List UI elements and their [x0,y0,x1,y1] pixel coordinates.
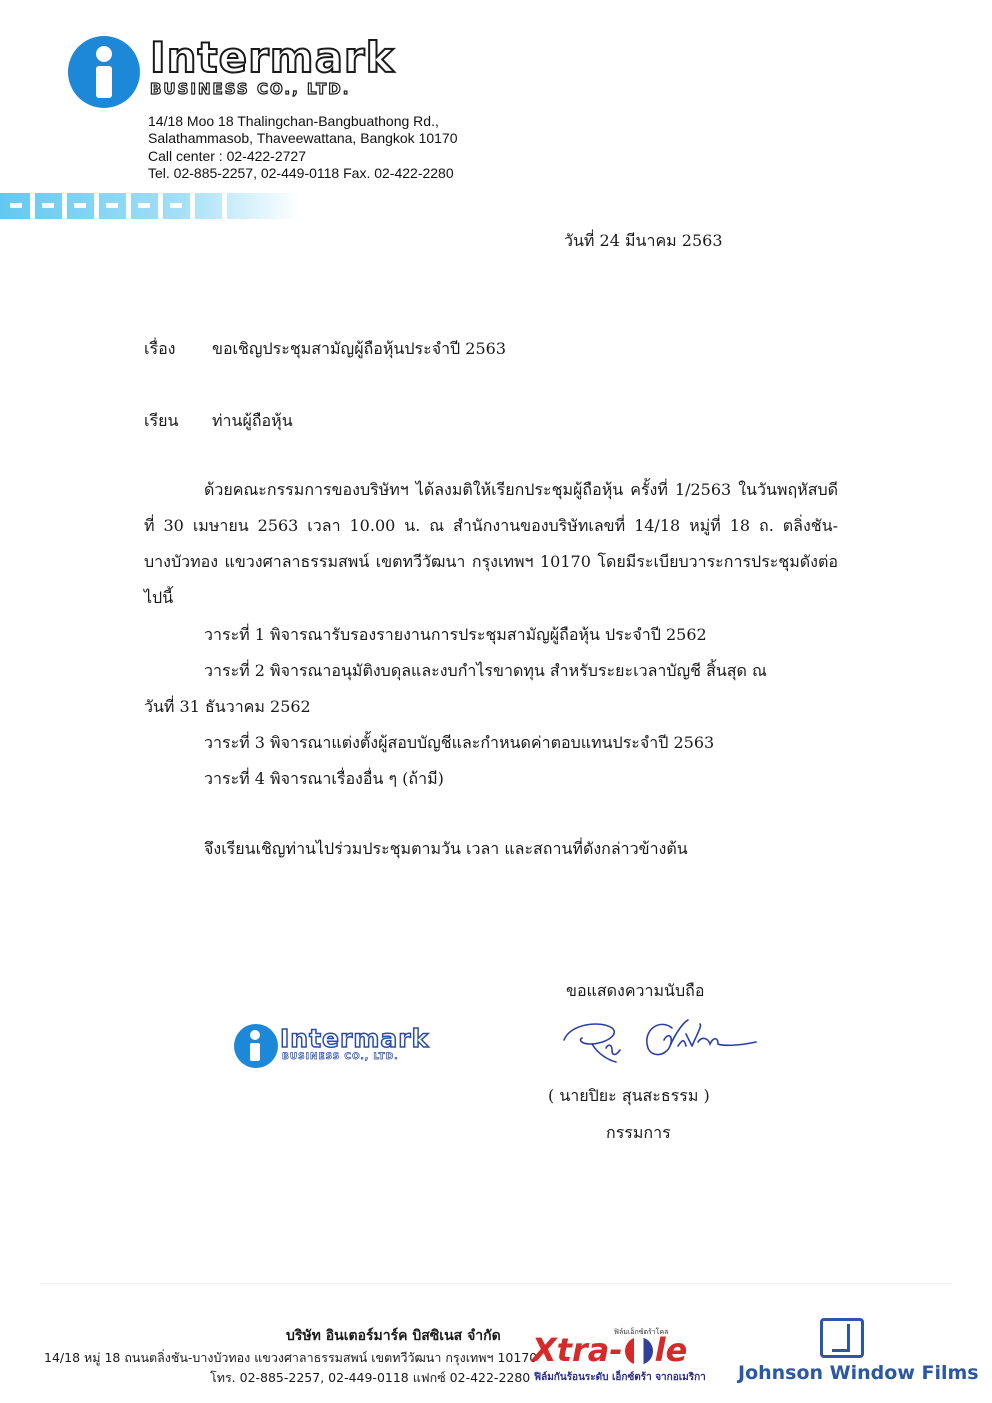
logo-i-dot [96,46,112,62]
stamp-i-bar [250,1043,260,1061]
stripe-gap [190,193,195,219]
agenda-item-1: วาระที่ 1 พิจารณารับรองรายงานการประชุมสามัญผู้ถือหุ้น ประจำปี 2562 [204,625,707,644]
stripe-gap [62,193,67,219]
xtra-cole-tag: ฟิล์มเอ็กซ์ตร้าโคล [614,1328,669,1336]
brand-name: Intermark [150,33,395,82]
agenda-item-2-continuation: วันที่ 31 ธันวาคม 2562 [144,697,311,716]
closing-text: ขอแสดงความนับถือ [566,981,705,1000]
recipient-label: เรียน [144,411,179,430]
subject-text: ขอเชิญประชุมสามัญผู้ถือหุ้นประจำปี 2563 [212,339,507,358]
address-line-1: 14/18 Moo 18 Thalingchan-Bangbuathong Rd., [148,113,439,129]
invitation-sentence: จึงเรียนเชิญท่านไปร่วมประชุมตามวัน เวลา และสถานที่ดังกล่าวข้างต้น [204,839,688,858]
stamp-brand: Intermark [280,1024,430,1053]
stamp-i-dot [250,1030,260,1040]
stripe-gap [30,193,35,219]
stripe-notch [10,203,22,208]
xtra-cole-logo [532,1330,687,1370]
stamp-subtitle: BUSINESS CO., LTD. [282,1052,399,1062]
stripe-gap [126,193,131,219]
xtra-logo-part-a: Xtra- [532,1331,623,1369]
stripe-notch [170,203,182,208]
subject-label: เรื่อง [144,339,176,358]
footer-divider [40,1283,952,1284]
agenda-item-4: วาระที่ 4 พิจารณาเรื่องอื่น ๆ (ถ้ามี) [204,769,444,788]
stripe-notch [74,203,86,208]
stripe-notch [106,203,118,208]
telephone-line: Tel. 02-885-2257, 02-449-0118 Fax. 02-422-2280 [148,165,454,181]
logo-i-bar [96,66,112,98]
callcenter-line: Call center : 02-422-2727 [148,148,306,164]
footer-company-name: บริษัท อินเตอร์มาร์ค บิสซิเนส จำกัด [286,1328,501,1344]
signer-name: ( นายปิยะ สุนสะธรรม ) [548,1086,710,1105]
flag-globe-icon [625,1337,653,1365]
footer-address: 14/18 หมู่ 18 ถนนตลิ่งชัน-บางบัวทอง แขวงศาลาธรรมสพน์ เขตทวีวัฒนา กรุงเทพฯ 10170 [44,1350,538,1365]
handwritten-signature [552,1010,762,1072]
johnson-window-films-name: Johnson Window Films [738,1362,979,1384]
xtra-cole-tagline: ฟิล์มกันร้อนระดับ เอ็กซ์ตร้า จากอเมริกา [534,1372,706,1383]
xtra-logo-part-b: le [654,1331,688,1369]
body-paragraph: ด้วยคณะกรรมการของบริษัทฯ ได้ลงมติให้เรียกประชุมผู้ถือหุ้น ครั้งที่ 1/2563 ในวันพฤหัสบดีที่ 30 เมษายน 2563 เวลา 10.00 น. ณ สำนักงานของบริษัทเลขที่ 14/18 หมู่ที่ 18 ถ. ตลิ่งชัน-บางบัวทอง แขวงศาลาธรรมสพน์ เขตทวีวัฒนา กรุงเทพฯ 10170 โดยมีระเบียบวาระการประชุมดังต่อไปนี้ [144,480,838,607]
letter-date: วันที่ 24 มีนาคม 2563 [564,231,723,250]
agenda-item-3: วาระที่ 3 พิจารณาแต่งตั้งผู้สอบบัญชีและกำหนดค่าตอบแทนประจำปี 2563 [204,733,715,752]
signer-title: กรรมการ [606,1123,671,1142]
stripe-notch [42,203,54,208]
stripe-gap [158,193,163,219]
brand-subtitle: BUSINESS CO., LTD. [150,80,351,98]
agenda-item-2: วาระที่ 2 พิจารณาอนุมัติงบดุลและงบกำไรขาดทุน สำหรับระยะเวลาบัญชี สิ้นสุด ณ [204,661,767,680]
stripe-gap [94,193,99,219]
stripe-gap [222,193,227,219]
footer-phone: โทร. 02-885-2257, 02-449-0118 แฟกซ์ 02-422-2280 [210,1370,531,1385]
address-line-2: Salathammasob, Thaveewattana, Bangkok 10170 [148,130,458,146]
recipient-text: ท่านผู้ถือหุ้น [212,411,293,430]
stripe-notch [138,203,150,208]
johnson-logo-inner [832,1324,850,1352]
